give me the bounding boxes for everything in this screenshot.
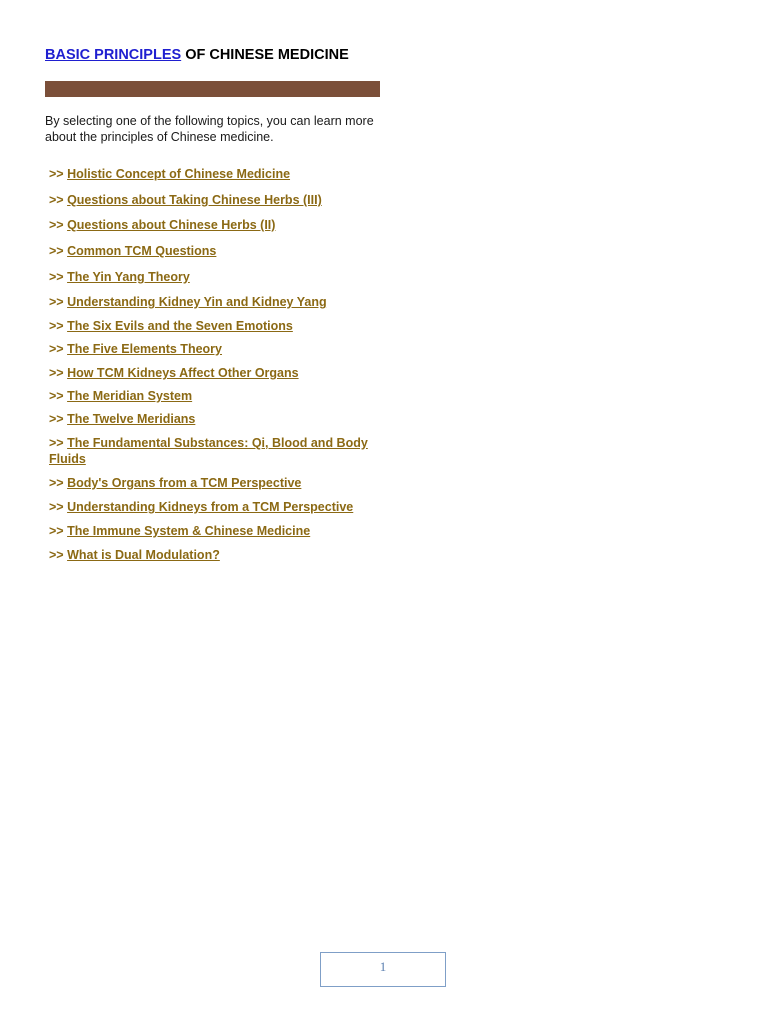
- topic-arrow: >>: [49, 476, 68, 490]
- topic-link-twelve-meridians[interactable]: The Twelve Meridians: [67, 412, 196, 426]
- topic-item: [49, 294, 379, 310]
- topic-link-understanding-kidneys[interactable]: Understanding Kidneys from a TCM Perspective: [67, 500, 354, 514]
- topic-link-bodys-organs[interactable]: Body's Organs from a TCM Perspective: [67, 476, 302, 490]
- intro-text: By selecting one of the following topics, you can learn more about the principles of Chinese medicine.: [45, 114, 374, 144]
- topic-arrow: >>: [49, 500, 68, 514]
- topic-arrow: >>: [49, 270, 68, 284]
- topic-link-yin-yang-theory[interactable]: The Yin Yang Theory: [67, 270, 190, 284]
- topic-item: [49, 341, 379, 357]
- topic-item: [49, 411, 379, 427]
- topic-item: [49, 499, 379, 515]
- topic-item: [49, 166, 379, 182]
- page-title: [45, 47, 349, 63]
- topic-link-meridian-system[interactable]: The Meridian System: [67, 389, 193, 403]
- topic-item: [49, 435, 379, 467]
- topic-link-taking-herbs-iii[interactable]: Questions about Taking Chinese Herbs (III): [67, 193, 322, 207]
- topic-item: [49, 475, 379, 491]
- topic-arrow: >>: [49, 366, 68, 380]
- topic-arrow: >>: [49, 412, 68, 426]
- topic-link-dual-modulation[interactable]: What is Dual Modulation?: [67, 548, 220, 562]
- topic-arrow: >>: [49, 548, 68, 562]
- topic-arrow: >>: [49, 193, 68, 207]
- topic-link-tcm-kidneys-organs[interactable]: How TCM Kidneys Affect Other Organs: [67, 366, 299, 380]
- topic-arrow: >>: [49, 389, 68, 403]
- topic-item: [49, 217, 379, 233]
- topic-item: [49, 388, 379, 404]
- topic-arrow: >>: [49, 295, 68, 309]
- topic-arrow: >>: [49, 342, 68, 356]
- topic-arrow: >>: [49, 167, 68, 181]
- topic-link-common-tcm-questions[interactable]: Common TCM Questions: [67, 244, 217, 258]
- topic-item: [49, 365, 379, 381]
- topic-item: [49, 318, 379, 334]
- topic-item: [49, 192, 379, 208]
- topic-arrow: >>: [49, 218, 68, 232]
- topic-arrow: >>: [49, 319, 68, 333]
- topic-link-six-evils[interactable]: The Six Evils and the Seven Emotions: [67, 319, 293, 333]
- topic-link-chinese-herbs-ii[interactable]: Questions about Chinese Herbs (II): [67, 218, 276, 232]
- topic-link-fundamental-substances[interactable]: The Fundamental Substances: Qi, Blood and Body Fluids: [49, 436, 368, 466]
- page-title-rest: OF CHINESE MEDICINE: [181, 47, 349, 63]
- topic-item: [49, 547, 379, 563]
- topic-link-kidney-yin-yang[interactable]: Understanding Kidney Yin and Kidney Yang: [67, 295, 327, 309]
- topic-arrow: >>: [49, 524, 68, 538]
- topic-item: [49, 523, 379, 539]
- divider-bar: [45, 81, 380, 97]
- page-number-box: [320, 952, 446, 987]
- topic-link-holistic-concept[interactable]: Holistic Concept of Chinese Medicine: [67, 167, 291, 181]
- topic-link-five-elements[interactable]: The Five Elements Theory: [67, 342, 222, 356]
- topic-arrow: >>: [49, 244, 68, 258]
- topic-item: [49, 269, 379, 285]
- page-number: 1: [379, 959, 387, 974]
- basic-principles-link[interactable]: BASIC PRINCIPLES: [45, 47, 182, 63]
- topic-item: [49, 243, 379, 259]
- topic-link-immune-system[interactable]: The Immune System & Chinese Medicine: [67, 524, 311, 538]
- topic-arrow: >>: [49, 436, 68, 450]
